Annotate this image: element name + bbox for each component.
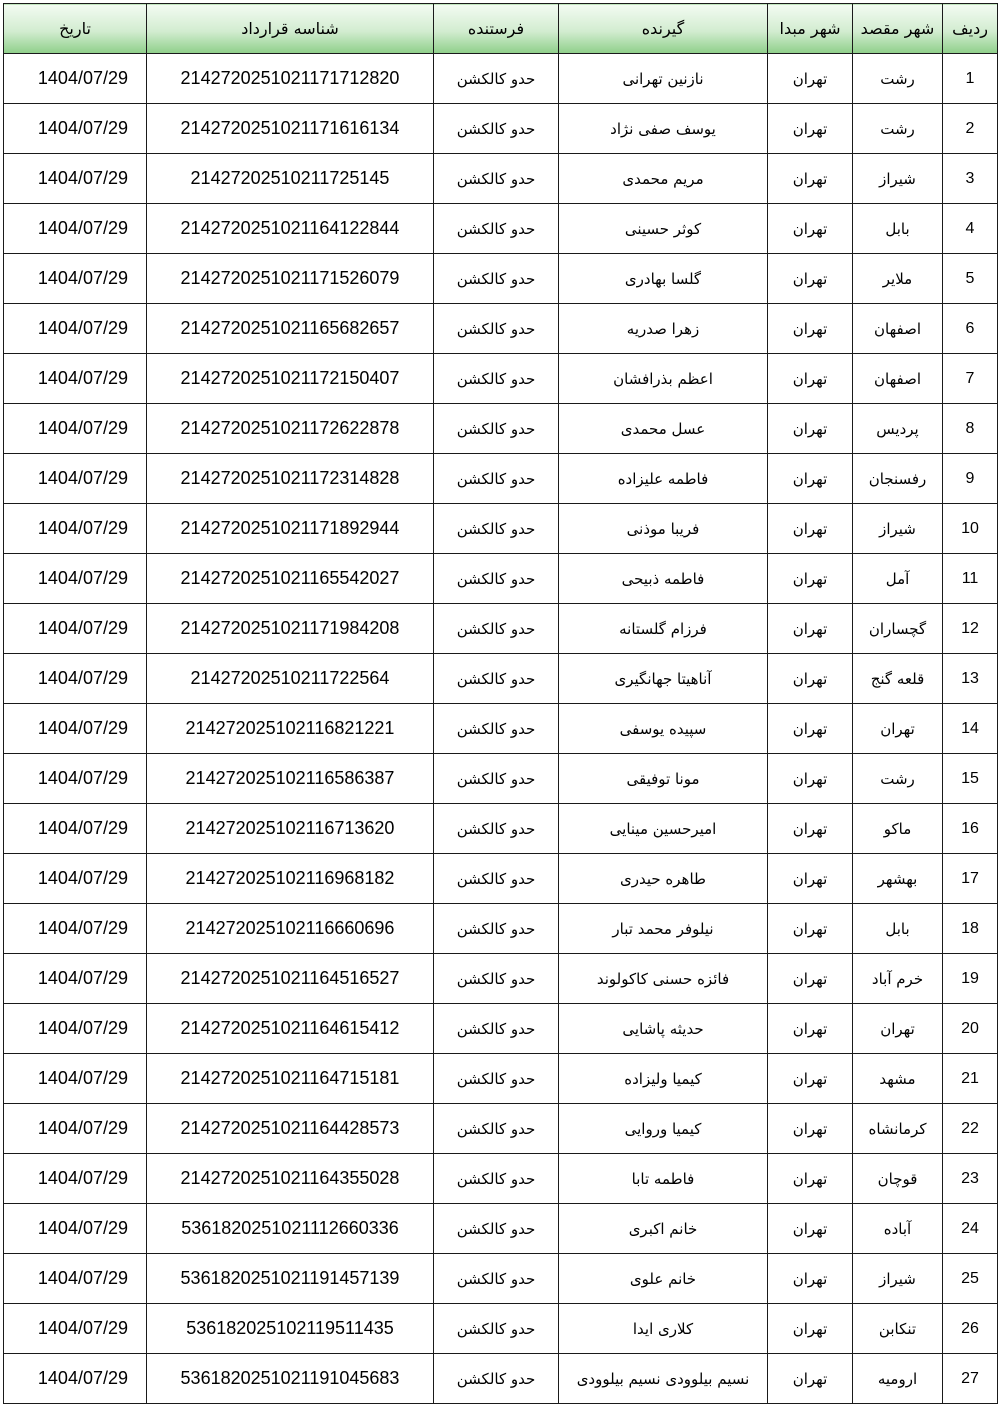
row-number-cell: 16 <box>943 804 998 854</box>
receiver-cell: گلسا بهادری <box>559 254 768 304</box>
origin-city-cell: تهران <box>768 154 853 204</box>
receiver-cell: کلاری ایدا <box>559 1304 768 1354</box>
row-number-cell: 27 <box>943 1354 998 1404</box>
origin-city-cell: تهران <box>768 854 853 904</box>
contract-id-cell: 2142720251021171616134 <box>147 104 434 154</box>
sender-cell: حدو کالکشن <box>434 304 559 354</box>
table-row <box>4 1254 998 1304</box>
sender-cell: حدو کالکشن <box>434 104 559 154</box>
table-row <box>4 304 998 354</box>
destination-city-cell: بابل <box>853 904 943 954</box>
contracts-table <box>3 3 998 1404</box>
contract-id-cell: 5361820251021112660336 <box>147 1204 434 1254</box>
table-row <box>4 504 998 554</box>
date-cell: 1404/07/29 <box>4 304 147 354</box>
contract-id-cell: 214272025102116821221 <box>147 704 434 754</box>
destination-city-cell: رشت <box>853 104 943 154</box>
contract-id-cell: 536182025102119511435 <box>147 1304 434 1354</box>
receiver-cell: حدیثه پاشایی <box>559 1004 768 1054</box>
header-destination-city: شهر مقصد <box>853 4 943 54</box>
contract-id-cell: 2142720251021164715181 <box>147 1054 434 1104</box>
table-row <box>4 254 998 304</box>
destination-city-cell: تهران <box>853 1004 943 1054</box>
sender-cell: حدو کالکشن <box>434 1254 559 1304</box>
origin-city-cell: تهران <box>768 754 853 804</box>
destination-city-cell: ارومیه <box>853 1354 943 1404</box>
contract-id-cell: 21427202510211722564 <box>147 654 434 704</box>
receiver-cell: آناهیتا جهانگیری <box>559 654 768 704</box>
origin-city-cell: تهران <box>768 504 853 554</box>
receiver-cell: کوثر حسینی <box>559 204 768 254</box>
receiver-cell: کیمیا وروایی <box>559 1104 768 1154</box>
header-contract-id: شناسه قرارداد <box>147 4 434 54</box>
destination-city-cell: آمل <box>853 554 943 604</box>
contract-id-cell: 5361820251021191045683 <box>147 1354 434 1404</box>
destination-city-cell: رشت <box>853 54 943 104</box>
table-header-row <box>4 4 998 54</box>
sender-cell: حدو کالکشن <box>434 54 559 104</box>
date-cell: 1404/07/29 <box>4 104 147 154</box>
sender-cell: حدو کالکشن <box>434 1354 559 1404</box>
row-number-cell: 21 <box>943 1054 998 1104</box>
row-number-cell: 10 <box>943 504 998 554</box>
sender-cell: حدو کالکشن <box>434 1154 559 1204</box>
date-cell: 1404/07/29 <box>4 804 147 854</box>
origin-city-cell: تهران <box>768 654 853 704</box>
destination-city-cell: خرم آباد <box>853 954 943 1004</box>
receiver-cell: مونا توفیقی <box>559 754 768 804</box>
table-row <box>4 704 998 754</box>
date-cell: 1404/07/29 <box>4 604 147 654</box>
origin-city-cell: تهران <box>768 254 853 304</box>
destination-city-cell: بهشهر <box>853 854 943 904</box>
row-number-cell: 6 <box>943 304 998 354</box>
header-origin-city: شهر مبدا <box>768 4 853 54</box>
table-row <box>4 654 998 704</box>
sender-cell: حدو کالکشن <box>434 1104 559 1154</box>
contracts-sheet <box>3 3 997 1404</box>
sender-cell: حدو کالکشن <box>434 554 559 604</box>
sender-cell: حدو کالکشن <box>434 204 559 254</box>
receiver-cell: فاطمه ذبیحی <box>559 554 768 604</box>
row-number-cell: 3 <box>943 154 998 204</box>
destination-city-cell: رشت <box>853 754 943 804</box>
sender-cell: حدو کالکشن <box>434 1004 559 1054</box>
table-row <box>4 204 998 254</box>
destination-city-cell: کرمانشاه <box>853 1104 943 1154</box>
header-row-number: ردیف <box>943 4 998 54</box>
destination-city-cell: اصفهان <box>853 304 943 354</box>
row-number-cell: 19 <box>943 954 998 1004</box>
receiver-cell: فریبا موذنی <box>559 504 768 554</box>
destination-city-cell: تهران <box>853 704 943 754</box>
origin-city-cell: تهران <box>768 904 853 954</box>
receiver-cell: زهرا صدریه <box>559 304 768 354</box>
date-cell: 1404/07/29 <box>4 204 147 254</box>
date-cell: 1404/07/29 <box>4 1354 147 1404</box>
table-row <box>4 1054 998 1104</box>
contract-id-cell: 2142720251021171984208 <box>147 604 434 654</box>
row-number-cell: 1 <box>943 54 998 104</box>
contract-id-cell: 2142720251021164428573 <box>147 1104 434 1154</box>
contract-id-cell: 2142720251021172314828 <box>147 454 434 504</box>
row-number-cell: 25 <box>943 1254 998 1304</box>
receiver-cell: فاطمه تابا <box>559 1154 768 1204</box>
receiver-cell: نازنین تهرانی <box>559 54 768 104</box>
table-row <box>4 954 998 1004</box>
receiver-cell: فرزام گلستانه <box>559 604 768 654</box>
row-number-cell: 11 <box>943 554 998 604</box>
destination-city-cell: قوچان <box>853 1154 943 1204</box>
sender-cell: حدو کالکشن <box>434 704 559 754</box>
sender-cell: حدو کالکشن <box>434 154 559 204</box>
sender-cell: حدو کالکشن <box>434 1204 559 1254</box>
contract-id-cell: 214272025102116968182 <box>147 854 434 904</box>
date-cell: 1404/07/29 <box>4 1204 147 1254</box>
destination-city-cell: مشهد <box>853 1054 943 1104</box>
receiver-cell: مریم محمدی <box>559 154 768 204</box>
origin-city-cell: تهران <box>768 454 853 504</box>
origin-city-cell: تهران <box>768 1204 853 1254</box>
origin-city-cell: تهران <box>768 1254 853 1304</box>
contract-id-cell: 214272025102116586387 <box>147 754 434 804</box>
date-cell: 1404/07/29 <box>4 554 147 604</box>
destination-city-cell: تنکابن <box>853 1304 943 1354</box>
row-number-cell: 2 <box>943 104 998 154</box>
receiver-cell: عسل محمدی <box>559 404 768 454</box>
date-cell: 1404/07/29 <box>4 54 147 104</box>
table-row <box>4 154 998 204</box>
table-body <box>4 54 998 1404</box>
receiver-cell: سپیده یوسفی <box>559 704 768 754</box>
row-number-cell: 9 <box>943 454 998 504</box>
table-row <box>4 1204 998 1254</box>
date-cell: 1404/07/29 <box>4 154 147 204</box>
header-receiver: گیرنده <box>559 4 768 54</box>
date-cell: 1404/07/29 <box>4 854 147 904</box>
receiver-cell: خانم علوی <box>559 1254 768 1304</box>
contract-id-cell: 2142720251021164615412 <box>147 1004 434 1054</box>
destination-city-cell: شیراز <box>853 154 943 204</box>
sender-cell: حدو کالکشن <box>434 804 559 854</box>
table-row <box>4 854 998 904</box>
table-row <box>4 54 998 104</box>
contract-id-cell: 5361820251021191457139 <box>147 1254 434 1304</box>
table-row <box>4 404 998 454</box>
date-cell: 1404/07/29 <box>4 1104 147 1154</box>
sender-cell: حدو کالکشن <box>434 1304 559 1354</box>
sender-cell: حدو کالکشن <box>434 454 559 504</box>
destination-city-cell: گچساران <box>853 604 943 654</box>
origin-city-cell: تهران <box>768 554 853 604</box>
receiver-cell: طاهره حیدری <box>559 854 768 904</box>
receiver-cell: امیرحسین مینایی <box>559 804 768 854</box>
origin-city-cell: تهران <box>768 1154 853 1204</box>
receiver-cell: اعظم بذرافشان <box>559 354 768 404</box>
receiver-cell: فاطمه علیزاده <box>559 454 768 504</box>
sender-cell: حدو کالکشن <box>434 504 559 554</box>
sender-cell: حدو کالکشن <box>434 904 559 954</box>
destination-city-cell: بابل <box>853 204 943 254</box>
date-cell: 1404/07/29 <box>4 1154 147 1204</box>
date-cell: 1404/07/29 <box>4 1304 147 1354</box>
table-row <box>4 354 998 404</box>
origin-city-cell: تهران <box>768 104 853 154</box>
row-number-cell: 7 <box>943 354 998 404</box>
sender-cell: حدو کالکشن <box>434 754 559 804</box>
row-number-cell: 26 <box>943 1304 998 1354</box>
table-row <box>4 1154 998 1204</box>
row-number-cell: 14 <box>943 704 998 754</box>
sender-cell: حدو کالکشن <box>434 854 559 904</box>
date-cell: 1404/07/29 <box>4 1054 147 1104</box>
sender-cell: حدو کالکشن <box>434 354 559 404</box>
row-number-cell: 8 <box>943 404 998 454</box>
origin-city-cell: تهران <box>768 1304 853 1354</box>
table-row <box>4 1004 998 1054</box>
row-number-cell: 17 <box>943 854 998 904</box>
row-number-cell: 15 <box>943 754 998 804</box>
date-cell: 1404/07/29 <box>4 704 147 754</box>
destination-city-cell: قلعه گنج <box>853 654 943 704</box>
origin-city-cell: تهران <box>768 1004 853 1054</box>
row-number-cell: 24 <box>943 1204 998 1254</box>
destination-city-cell: ماکو <box>853 804 943 854</box>
destination-city-cell: ملایر <box>853 254 943 304</box>
date-cell: 1404/07/29 <box>4 1004 147 1054</box>
date-cell: 1404/07/29 <box>4 754 147 804</box>
date-cell: 1404/07/29 <box>4 904 147 954</box>
table-row <box>4 454 998 504</box>
date-cell: 1404/07/29 <box>4 954 147 1004</box>
date-cell: 1404/07/29 <box>4 254 147 304</box>
origin-city-cell: تهران <box>768 1054 853 1104</box>
table-row <box>4 104 998 154</box>
date-cell: 1404/07/29 <box>4 504 147 554</box>
origin-city-cell: تهران <box>768 804 853 854</box>
destination-city-cell: رفسنجان <box>853 454 943 504</box>
contract-id-cell: 2142720251021165542027 <box>147 554 434 604</box>
sender-cell: حدو کالکشن <box>434 254 559 304</box>
contract-id-cell: 2142720251021164122844 <box>147 204 434 254</box>
row-number-cell: 23 <box>943 1154 998 1204</box>
receiver-cell: فائزه حسنی کاکولوند <box>559 954 768 1004</box>
date-cell: 1404/07/29 <box>4 654 147 704</box>
origin-city-cell: تهران <box>768 704 853 754</box>
origin-city-cell: تهران <box>768 1354 853 1404</box>
origin-city-cell: تهران <box>768 54 853 104</box>
row-number-cell: 12 <box>943 604 998 654</box>
row-number-cell: 22 <box>943 1104 998 1154</box>
origin-city-cell: تهران <box>768 404 853 454</box>
receiver-cell: خانم اکبری <box>559 1204 768 1254</box>
destination-city-cell: اصفهان <box>853 354 943 404</box>
date-cell: 1404/07/29 <box>4 404 147 454</box>
sender-cell: حدو کالکشن <box>434 604 559 654</box>
destination-city-cell: شیراز <box>853 1254 943 1304</box>
destination-city-cell: پردیس <box>853 404 943 454</box>
origin-city-cell: تهران <box>768 604 853 654</box>
sender-cell: حدو کالکشن <box>434 954 559 1004</box>
contract-id-cell: 2142720251021171526079 <box>147 254 434 304</box>
origin-city-cell: تهران <box>768 1104 853 1154</box>
table-row <box>4 1104 998 1154</box>
row-number-cell: 5 <box>943 254 998 304</box>
date-cell: 1404/07/29 <box>4 454 147 504</box>
contract-id-cell: 2142720251021164355028 <box>147 1154 434 1204</box>
receiver-cell: کیمیا ولیزاده <box>559 1054 768 1104</box>
origin-city-cell: تهران <box>768 354 853 404</box>
row-number-cell: 4 <box>943 204 998 254</box>
row-number-cell: 13 <box>943 654 998 704</box>
origin-city-cell: تهران <box>768 204 853 254</box>
row-number-cell: 20 <box>943 1004 998 1054</box>
sender-cell: حدو کالکشن <box>434 404 559 454</box>
table-row <box>4 804 998 854</box>
table-row <box>4 1304 998 1354</box>
contract-id-cell: 2142720251021165682657 <box>147 304 434 354</box>
row-number-cell: 18 <box>943 904 998 954</box>
sender-cell: حدو کالکشن <box>434 654 559 704</box>
contract-id-cell: 2142720251021172150407 <box>147 354 434 404</box>
origin-city-cell: تهران <box>768 304 853 354</box>
contract-id-cell: 21427202510211725145 <box>147 154 434 204</box>
header-date: تاریخ <box>4 4 147 54</box>
contract-id-cell: 214272025102116660696 <box>147 904 434 954</box>
header-sender: فرستنده <box>434 4 559 54</box>
contract-id-cell: 214272025102116713620 <box>147 804 434 854</box>
receiver-cell: نیلوفر محمد تبار <box>559 904 768 954</box>
table-row <box>4 554 998 604</box>
contract-id-cell: 2142720251021164516527 <box>147 954 434 1004</box>
sender-cell: حدو کالکشن <box>434 1054 559 1104</box>
destination-city-cell: شیراز <box>853 504 943 554</box>
date-cell: 1404/07/29 <box>4 1254 147 1304</box>
destination-city-cell: آباده <box>853 1204 943 1254</box>
receiver-cell: یوسف صفی نژاد <box>559 104 768 154</box>
contract-id-cell: 2142720251021172622878 <box>147 404 434 454</box>
contract-id-cell: 2142720251021171892944 <box>147 504 434 554</box>
origin-city-cell: تهران <box>768 954 853 1004</box>
date-cell: 1404/07/29 <box>4 354 147 404</box>
receiver-cell: نسیم بیلوودی نسیم بیلوودی <box>559 1354 768 1404</box>
contract-id-cell: 2142720251021171712820 <box>147 54 434 104</box>
table-row <box>4 1354 998 1404</box>
table-row <box>4 604 998 654</box>
table-row <box>4 904 998 954</box>
table-row <box>4 754 998 804</box>
